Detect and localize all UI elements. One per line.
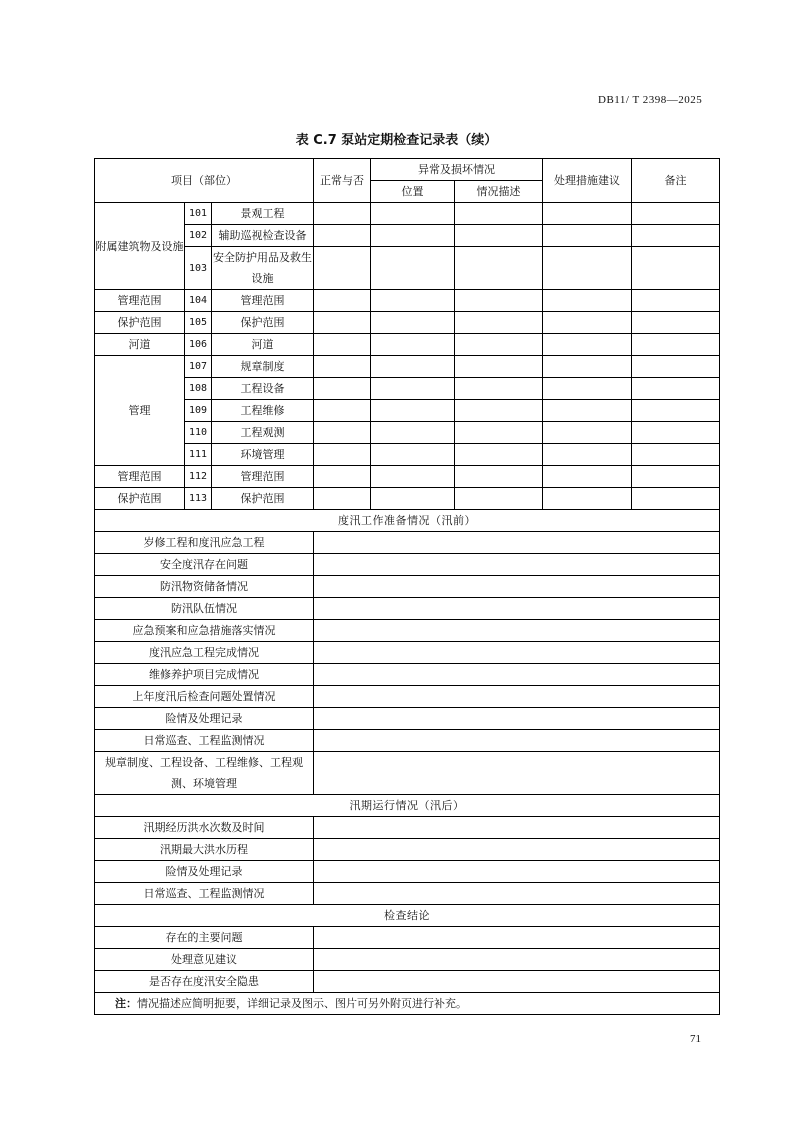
- cell-description[interactable]: [455, 488, 543, 510]
- cell-description[interactable]: [455, 334, 543, 356]
- group-cell: 管理: [95, 356, 185, 466]
- pre-flood-label: 度汛应急工程完成情况: [95, 642, 314, 664]
- row-name: 管理范围: [212, 466, 314, 488]
- pre-flood-label: 防汛物资储备情况: [95, 576, 314, 598]
- cell-position[interactable]: [371, 488, 455, 510]
- pre-flood-label: 应急预案和应急措施落实情况: [95, 620, 314, 642]
- pre-flood-value[interactable]: [314, 730, 720, 752]
- cell-position[interactable]: [371, 312, 455, 334]
- cell-normal[interactable]: [314, 466, 371, 488]
- pre-flood-value[interactable]: [314, 686, 720, 708]
- row-number: 109: [185, 400, 212, 422]
- cell-description[interactable]: [455, 422, 543, 444]
- post-flood-label: 汛期经历洪水次数及时间: [95, 817, 314, 839]
- row-number: 113: [185, 488, 212, 510]
- cell-description[interactable]: [455, 378, 543, 400]
- pre-flood-value[interactable]: [314, 598, 720, 620]
- cell-measures[interactable]: [543, 290, 632, 312]
- pre-flood-label: 岁修工程和度汛应急工程: [95, 532, 314, 554]
- header-item: 项目（部位）: [95, 159, 314, 203]
- table-title: 表 C.7 泵站定期检查记录表（续）: [295, 133, 498, 148]
- cell-description[interactable]: [455, 247, 543, 290]
- row-name: 保护范围: [212, 312, 314, 334]
- cell-remarks[interactable]: [632, 312, 720, 334]
- cell-description[interactable]: [455, 466, 543, 488]
- post-flood-label: 日常巡查、工程监测情况: [95, 883, 314, 905]
- cell-position[interactable]: [371, 400, 455, 422]
- cell-normal[interactable]: [314, 378, 371, 400]
- cell-remarks[interactable]: [632, 247, 720, 290]
- cell-normal[interactable]: [314, 488, 371, 510]
- cell-measures[interactable]: [543, 422, 632, 444]
- row-name: 管理范围: [212, 290, 314, 312]
- pre-flood-value[interactable]: [314, 664, 720, 686]
- conclusion-value[interactable]: [314, 971, 720, 993]
- cell-remarks[interactable]: [632, 334, 720, 356]
- cell-normal[interactable]: [314, 356, 371, 378]
- row-name: 景观工程: [212, 203, 314, 225]
- cell-remarks[interactable]: [632, 488, 720, 510]
- header-measures: 处理措施建议: [543, 159, 632, 203]
- pre-flood-value[interactable]: [314, 752, 720, 795]
- cell-position[interactable]: [371, 444, 455, 466]
- header-abnormal: 异常及损坏情况: [371, 159, 543, 181]
- header-description: 情况描述: [455, 181, 543, 203]
- cell-remarks[interactable]: [632, 356, 720, 378]
- row-name: 安全防护用品及救生设施: [212, 247, 314, 290]
- row-name: 工程维修: [212, 400, 314, 422]
- cell-remarks[interactable]: [632, 400, 720, 422]
- cell-remarks[interactable]: [632, 290, 720, 312]
- pre-flood-value[interactable]: [314, 708, 720, 730]
- pre-flood-value[interactable]: [314, 532, 720, 554]
- cell-normal[interactable]: [314, 312, 371, 334]
- post-flood-label: 汛期最大洪水历程: [95, 839, 314, 861]
- row-number: 110: [185, 422, 212, 444]
- group-cell: 附属建筑物及设施: [95, 203, 185, 290]
- row-number: 102: [185, 225, 212, 247]
- cell-measures[interactable]: [543, 378, 632, 400]
- row-number: 103: [185, 247, 212, 290]
- cell-remarks[interactable]: [632, 203, 720, 225]
- pre-flood-label: 维修养护项目完成情况: [95, 664, 314, 686]
- cell-remarks[interactable]: [632, 444, 720, 466]
- cell-position[interactable]: [371, 334, 455, 356]
- table-note: [95, 993, 720, 1015]
- post-flood-value[interactable]: [314, 861, 720, 883]
- cell-remarks[interactable]: [632, 378, 720, 400]
- cell-measures[interactable]: [543, 488, 632, 510]
- cell-measures[interactable]: [543, 225, 632, 247]
- cell-measures[interactable]: [543, 247, 632, 290]
- row-number: 107: [185, 356, 212, 378]
- conclusion-label: 是否存在度汛安全隐患: [95, 971, 314, 993]
- cell-measures[interactable]: [543, 334, 632, 356]
- cell-description[interactable]: [455, 312, 543, 334]
- cell-position[interactable]: [371, 247, 455, 290]
- standard-number: DB11/ T 2398—2025: [598, 94, 703, 106]
- section-title-post-flood: 汛期运行情况（汛后）: [95, 795, 720, 817]
- pre-flood-label: 安全度汛存在问题: [95, 554, 314, 576]
- row-number: 112: [185, 466, 212, 488]
- header-remarks: 备注: [632, 159, 720, 203]
- cell-measures[interactable]: [543, 466, 632, 488]
- cell-normal[interactable]: [314, 422, 371, 444]
- row-name: 规章制度: [212, 356, 314, 378]
- cell-description[interactable]: [455, 356, 543, 378]
- row-name: 保护范围: [212, 488, 314, 510]
- row-name: 河道: [212, 334, 314, 356]
- conclusion-label: 处理意见建议: [95, 949, 314, 971]
- group-cell: 管理范围: [95, 290, 185, 312]
- page-number: 71: [690, 1033, 701, 1045]
- post-flood-value[interactable]: [314, 817, 720, 839]
- cell-position[interactable]: [371, 378, 455, 400]
- pre-flood-label: 日常巡查、工程监测情况: [95, 730, 314, 752]
- header-normal: 正常与否: [314, 159, 371, 203]
- cell-measures[interactable]: [543, 356, 632, 378]
- cell-description[interactable]: [455, 290, 543, 312]
- section-title-conclusion: 检查结论: [95, 905, 720, 927]
- cell-normal[interactable]: [314, 400, 371, 422]
- header-position: 位置: [371, 181, 455, 203]
- cell-description[interactable]: [455, 225, 543, 247]
- row-name: 工程观测: [212, 422, 314, 444]
- cell-measures[interactable]: [543, 444, 632, 466]
- row-number: 104: [185, 290, 212, 312]
- row-name: 环境管理: [212, 444, 314, 466]
- post-flood-label: 险情及处理记录: [95, 861, 314, 883]
- pre-flood-label: 防汛队伍情况: [95, 598, 314, 620]
- group-cell: 保护范围: [95, 488, 185, 510]
- cell-remarks[interactable]: [632, 422, 720, 444]
- note-text: 情况描述应简明扼要，详细记录及图示、图片可另外附页进行补充。: [137, 997, 467, 1010]
- cell-normal[interactable]: [314, 290, 371, 312]
- cell-normal[interactable]: [314, 444, 371, 466]
- row-number: 105: [185, 312, 212, 334]
- pre-flood-value[interactable]: [314, 642, 720, 664]
- cell-position[interactable]: [371, 203, 455, 225]
- cell-measures[interactable]: [543, 203, 632, 225]
- row-name: 辅助巡视检查设备: [212, 225, 314, 247]
- pre-flood-label: 险情及处理记录: [95, 708, 314, 730]
- conclusion-value[interactable]: [314, 949, 720, 971]
- cell-position[interactable]: [371, 422, 455, 444]
- cell-position[interactable]: [371, 356, 455, 378]
- cell-description[interactable]: [455, 444, 543, 466]
- cell-normal[interactable]: [314, 334, 371, 356]
- cell-normal[interactable]: [314, 225, 371, 247]
- cell-measures[interactable]: [543, 312, 632, 334]
- pre-flood-value[interactable]: [314, 554, 720, 576]
- conclusion-value[interactable]: [314, 927, 720, 949]
- pre-flood-label: 规章制度、工程设备、工程维修、工程观测、环境管理: [95, 752, 314, 795]
- note-label: 注：: [115, 997, 137, 1010]
- cell-position[interactable]: [371, 225, 455, 247]
- pre-flood-value[interactable]: [314, 576, 720, 598]
- cell-remarks[interactable]: [632, 225, 720, 247]
- cell-measures[interactable]: [543, 400, 632, 422]
- cell-normal[interactable]: [314, 247, 371, 290]
- inspection-record-table: [94, 158, 720, 1015]
- group-cell: 河道: [95, 334, 185, 356]
- group-cell: 保护范围: [95, 312, 185, 334]
- conclusion-label: 存在的主要问题: [95, 927, 314, 949]
- cell-description[interactable]: [455, 400, 543, 422]
- row-number: 101: [185, 203, 212, 225]
- post-flood-value[interactable]: [314, 883, 720, 905]
- row-number: 106: [185, 334, 212, 356]
- post-flood-value[interactable]: [314, 839, 720, 861]
- cell-position[interactable]: [371, 290, 455, 312]
- row-name: 工程设备: [212, 378, 314, 400]
- group-cell: 管理范围: [95, 466, 185, 488]
- row-number: 108: [185, 378, 212, 400]
- section-title-pre-flood: 度汛工作准备情况（汛前）: [95, 510, 720, 532]
- cell-remarks[interactable]: [632, 466, 720, 488]
- pre-flood-label: 上年度汛后检查问题处置情况: [95, 686, 314, 708]
- pre-flood-value[interactable]: [314, 620, 720, 642]
- cell-description[interactable]: [455, 203, 543, 225]
- cell-normal[interactable]: [314, 203, 371, 225]
- cell-position[interactable]: [371, 466, 455, 488]
- row-number: 111: [185, 444, 212, 466]
